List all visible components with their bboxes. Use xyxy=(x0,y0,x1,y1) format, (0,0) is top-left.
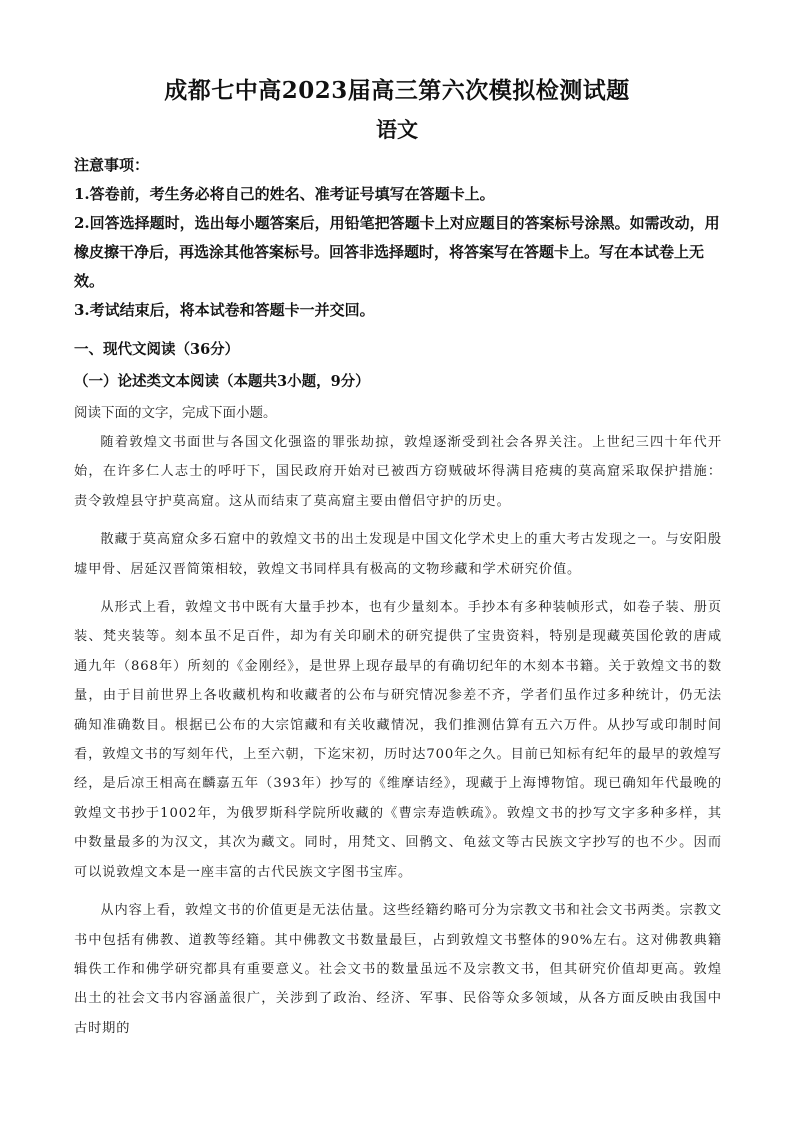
notices-heading: 注意事项： xyxy=(74,156,150,174)
passage-paragraph: 从形式上看，敦煌文书中既有大量手抄本，也有少量刻本。手抄本有多种装帧形式，如卷子装、册页装、梵夹装等。刻本虽不足百件，却为有关印刷术的研究提供了宝贵资料，特别是现藏英国伦敦的唐咸通九年（868年）所刻的《金刚经》，是世界上现存最早的有确切纪年的木刻本书籍。关于敦煌文书的数量，由于目前世界上各收藏机构和收藏者的公布与研究情况参差不齐，学者们虽作过多种统计，仍无法确知准确数目。根据已公布的大宗馆藏和有关收藏情况，我们推测估算有五六万件。从抄写或印制时间看，敦煌文书的写刻年代，上至六朝，下迄宋初，历时达700年之久。目前已知标有纪年的最早的敦煌写经，是后凉王相高在麟嘉五年（393年）抄写的《维摩诘经》，现藏于上海博物馆。现已确知年代最晚的敦煌文书抄于1002年，为俄罗斯科学院所收藏的《曹宗寿造帙疏》。敦煌文书的抄写文字多种多样，其中数量最多的为汉文，其次为藏文。同时，用梵文、回鹘文、龟兹文等古民族文字抄写的也不少。因而可以说敦煌文本是一座丰富的古代民族文字图书宝库。 xyxy=(74,600,722,880)
notice-item: 3.考试结束后，将本试卷和答题卡一并交回。 xyxy=(74,301,375,319)
section-heading-subsection: （一）论述类文本阅读（本题共3小题，9分） xyxy=(74,373,370,390)
passage-paragraph: 从内容上看，敦煌文书的价值更是无法估量。这些经籍约略可分为宗教文书和社会文书两类。宗教文书中包括有佛教、道教等经籍。其中佛教文书数量最巨，占到敦煌文书整体的90%左右。这对佛教典籍辑佚工作和佛学研究都具有重要意义。社会文书的数量虽远不及宗教文书，但其研究价值却更高。敦煌出土的社会文书内容涵盖很广，关涉到了政治、经济、军事、民俗等众多领域，从各方面反映由我国中古时期的 xyxy=(74,903,722,1036)
notice-item: 1.答卷前，考生务必将自己的姓名、准考证号填写在答题卡上。 xyxy=(74,185,495,203)
reading-passage xyxy=(74,428,722,1052)
subject-title: 语文 xyxy=(376,117,418,142)
notices-block xyxy=(74,151,722,325)
passage-paragraph: 随着敦煌文书面世与各国文化强盗的罪张劫掠，敦煌逐渐受到社会各界关注。上世纪三四十年代开始，在许多仁人志士的呼吁下，国民政府开始对已被西方窃贼破坏得满目疮痍的莫高窟采取保护措施：责令敦煌县守护莫高窟。这从而结束了莫高窟主要由僧侣守护的历史。 xyxy=(74,435,722,509)
exam-title: 成都七中高2023届高三第六次模拟检测试题 xyxy=(164,77,630,104)
reading-instruction: 阅读下面的文字，完成下面小题。 xyxy=(74,405,277,421)
passage-paragraph: 散藏于莫高窟众多石窟中的敦煌文书的出土发现是中国文化学术史上的重大考古发现之一。与安阳殷墟甲骨、居延汉晋简策相较，敦煌文书同样具有极高的文物珍藏和学术研究价值。 xyxy=(74,532,722,577)
section-heading-part-one: 一、现代文阅读（36分） xyxy=(74,341,240,358)
notice-item: 2.回答选择题时，选出每小题答案后，用铅笔把答题卡上对应题目的答案标号涂黑。如需改动，用橡皮擦干净后，再选涂其他答案标号。回答非选择题时，将答案写在答题卡上。写在本试卷上无效。 xyxy=(74,214,720,290)
